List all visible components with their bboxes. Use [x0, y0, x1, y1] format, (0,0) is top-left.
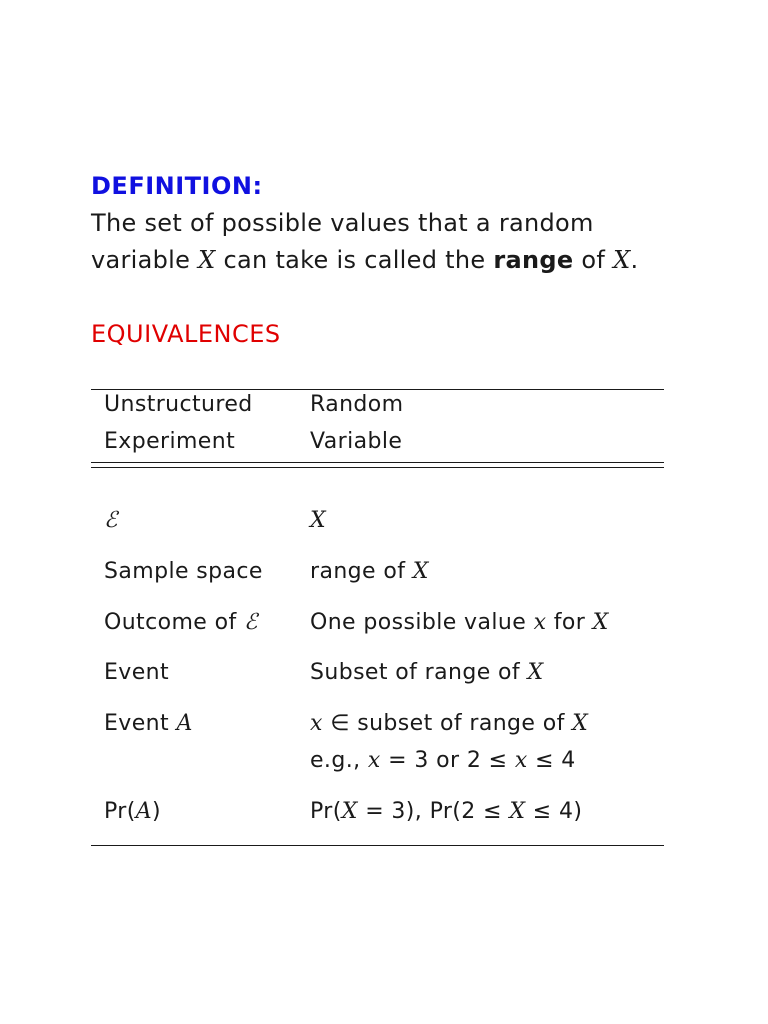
table-cell	[310, 559, 429, 584]
math-variable: X	[509, 799, 526, 824]
table-header-col2: Random	[310, 392, 404, 417]
table-header-rule	[91, 467, 664, 468]
math-variable: X	[613, 246, 631, 274]
definition-text: of	[581, 246, 606, 274]
cell-text: = 3), Pr(2 ≤	[365, 799, 502, 824]
table-header-col1: Experiment	[104, 429, 236, 454]
cell-text: Event	[104, 711, 170, 736]
cell-text: Pr(	[104, 799, 136, 824]
cell-text: ≤ 4)	[532, 799, 583, 824]
cell-text: Outcome of	[104, 610, 237, 635]
cell-text: ≤ 4	[535, 748, 576, 773]
math-symbol: ∈	[330, 711, 350, 736]
math-symbol: ℰ	[244, 610, 258, 635]
cell-text: )	[152, 799, 161, 824]
table-cell	[104, 799, 161, 824]
math-variable: A	[176, 711, 193, 736]
table-cell	[310, 748, 576, 773]
definition-line-1: The set of possible values that a random	[91, 209, 594, 237]
math-variable: x	[310, 711, 323, 736]
cell-text: Subset of range of	[310, 660, 521, 685]
range-term: range	[493, 246, 574, 274]
definition-text: variable	[91, 246, 191, 274]
math-variable: x	[533, 610, 547, 635]
math-variable: X	[572, 711, 589, 736]
cell-text: range of	[310, 559, 406, 584]
cell-text: for	[553, 610, 586, 635]
cell-text: Pr(	[310, 799, 342, 824]
table-cell	[310, 711, 588, 736]
table-cell: ℰ	[104, 508, 118, 533]
cell-text: One possible value	[310, 610, 527, 635]
math-variable: x	[514, 748, 528, 773]
table-header-col2: Variable	[310, 429, 403, 454]
equivalences-heading: EQUIVALENCES	[91, 320, 281, 348]
cell-text: = 3 or 2 ≤	[388, 748, 508, 773]
math-variable: X	[198, 246, 216, 274]
table-header-rule	[91, 462, 664, 463]
table-cell	[310, 610, 609, 635]
table-cell	[310, 799, 582, 824]
table-bottom-rule	[91, 845, 664, 846]
table-header-col1: Unstructured	[104, 392, 253, 417]
math-variable: X	[341, 799, 358, 824]
math-variable: X	[527, 660, 544, 685]
cell-text: e.g.,	[310, 748, 361, 773]
definition-period: .	[630, 246, 639, 274]
table-cell: Sample space	[104, 559, 263, 584]
definition-line-2	[91, 246, 638, 274]
definition-text: can take is called the	[223, 246, 486, 274]
table-cell	[104, 610, 258, 635]
cell-text: subset of range of	[357, 711, 565, 736]
math-variable: X	[412, 559, 429, 584]
table-cell	[104, 711, 193, 736]
table-cell: Event	[104, 660, 170, 685]
math-variable: A	[135, 799, 153, 824]
math-variable: x	[367, 748, 381, 773]
table-cell: X	[310, 508, 327, 533]
table-top-rule	[91, 389, 664, 390]
definition-heading: DEFINITION:	[91, 172, 263, 200]
table-cell	[310, 660, 544, 685]
math-variable: X	[592, 610, 609, 635]
